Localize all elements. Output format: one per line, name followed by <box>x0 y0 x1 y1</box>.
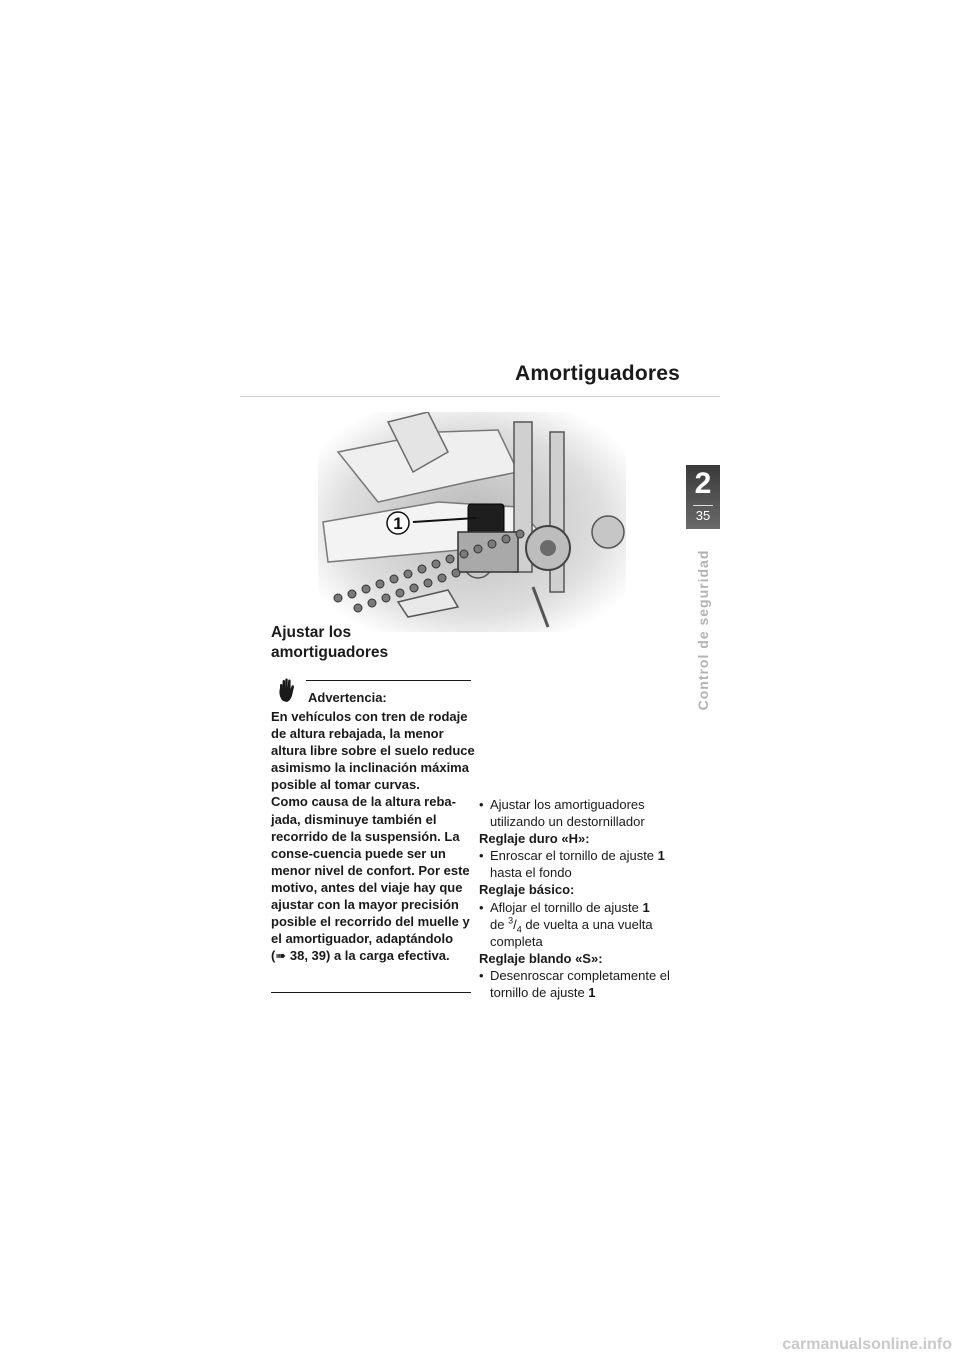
basic-step-de: de <box>490 916 505 932</box>
side-label: Control de seguridad <box>695 549 711 711</box>
heading-line-2: amortiguadores <box>271 644 389 661</box>
motorcycle-rear-suspension-photo <box>318 412 626 632</box>
figure-callout: 1 <box>393 514 403 533</box>
hard-setting-step <box>479 847 699 881</box>
basic-setting-heading: Reglaje básico: <box>479 882 575 898</box>
fraction-numerator: 3 <box>508 915 514 926</box>
chapter-divider <box>693 505 713 506</box>
hard-step-text: Enroscar el tornillo de ajuste <box>490 848 655 864</box>
hard-step-ref: 1 <box>657 848 665 864</box>
chapter-number: 2 <box>694 467 712 500</box>
warning-label: Advertencia: <box>308 690 387 705</box>
basic-step-end: de vuelta a una vuelta completa <box>490 916 653 949</box>
watermark: carmanualsonline.info <box>782 1336 952 1353</box>
warning-bottom-rule <box>271 992 471 993</box>
soft-setting-step <box>479 967 699 1001</box>
basic-step-ref: 1 <box>642 899 650 915</box>
instruction-intro <box>479 796 699 830</box>
basic-step-text: Aflojar el tornillo de ajuste <box>490 899 639 915</box>
page-number: 35 <box>695 508 711 523</box>
soft-step-ref: 1 <box>588 985 596 1001</box>
hard-step-end: hasta el fondo <box>490 865 572 881</box>
title-rule <box>240 396 720 397</box>
fraction-denominator: 4 <box>516 924 522 935</box>
soft-step-text: Desenroscar completamente el tornillo de ajuste <box>490 967 670 1001</box>
section-heading <box>271 623 471 663</box>
reference-text: 38, 39) a la carga efectiva. <box>289 948 450 964</box>
warning-paragraph-2-text: Como causa de la altura reba-jada, disminuye también el recorrido de la suspensión. La conse-cuencia puede ser un menor nivel de confort. Por este motivo, antes del viaje hay que ajustar con la mayor precisión posible el recorrido del muelle y el amortiguador, adaptándolo <box>271 794 470 947</box>
warning-paragraph-1: En vehículos con tren de rodaje de altura rebajada, la menor altura libre sobre el suelo reduce asimismo la inclinación máxima posible al tomar curvas. <box>271 709 475 793</box>
instructions-column <box>479 796 699 1001</box>
hand-stop-icon <box>276 677 300 703</box>
soft-setting-heading: Reglaje blando «S»: <box>479 950 603 966</box>
instruction-intro-text: Ajustar los amortiguadores utilizando un destornillador <box>490 797 645 830</box>
reference-arrow-icon: ➠ <box>275 948 287 964</box>
page-title: Amortiguadores <box>515 362 680 385</box>
basic-setting-step: • Aflojar el tornillo de ajuste 1 de $^3/_4$ de vuelta a una vuelta completa <box>479 899 699 950</box>
heading-line-1: Ajustar los <box>271 624 352 641</box>
warning-top-rule <box>306 680 471 681</box>
warning-text <box>271 708 477 964</box>
warning-paragraph-2: Como causa de la altura reba-jada, disminuye también el recorrido de la suspensión. La conse-cuencia puede ser un menor nivel de confort. Por este motivo, antes del viaje hay que ajustar con la mayor precisión posible el recorrido del muelle y el amortiguador, adaptándolo (➠ 38, 39) a la carga efectiva. <box>271 794 470 964</box>
hard-setting-heading: Reglaje duro «H»: <box>479 831 590 847</box>
chapter-tab <box>686 465 720 529</box>
